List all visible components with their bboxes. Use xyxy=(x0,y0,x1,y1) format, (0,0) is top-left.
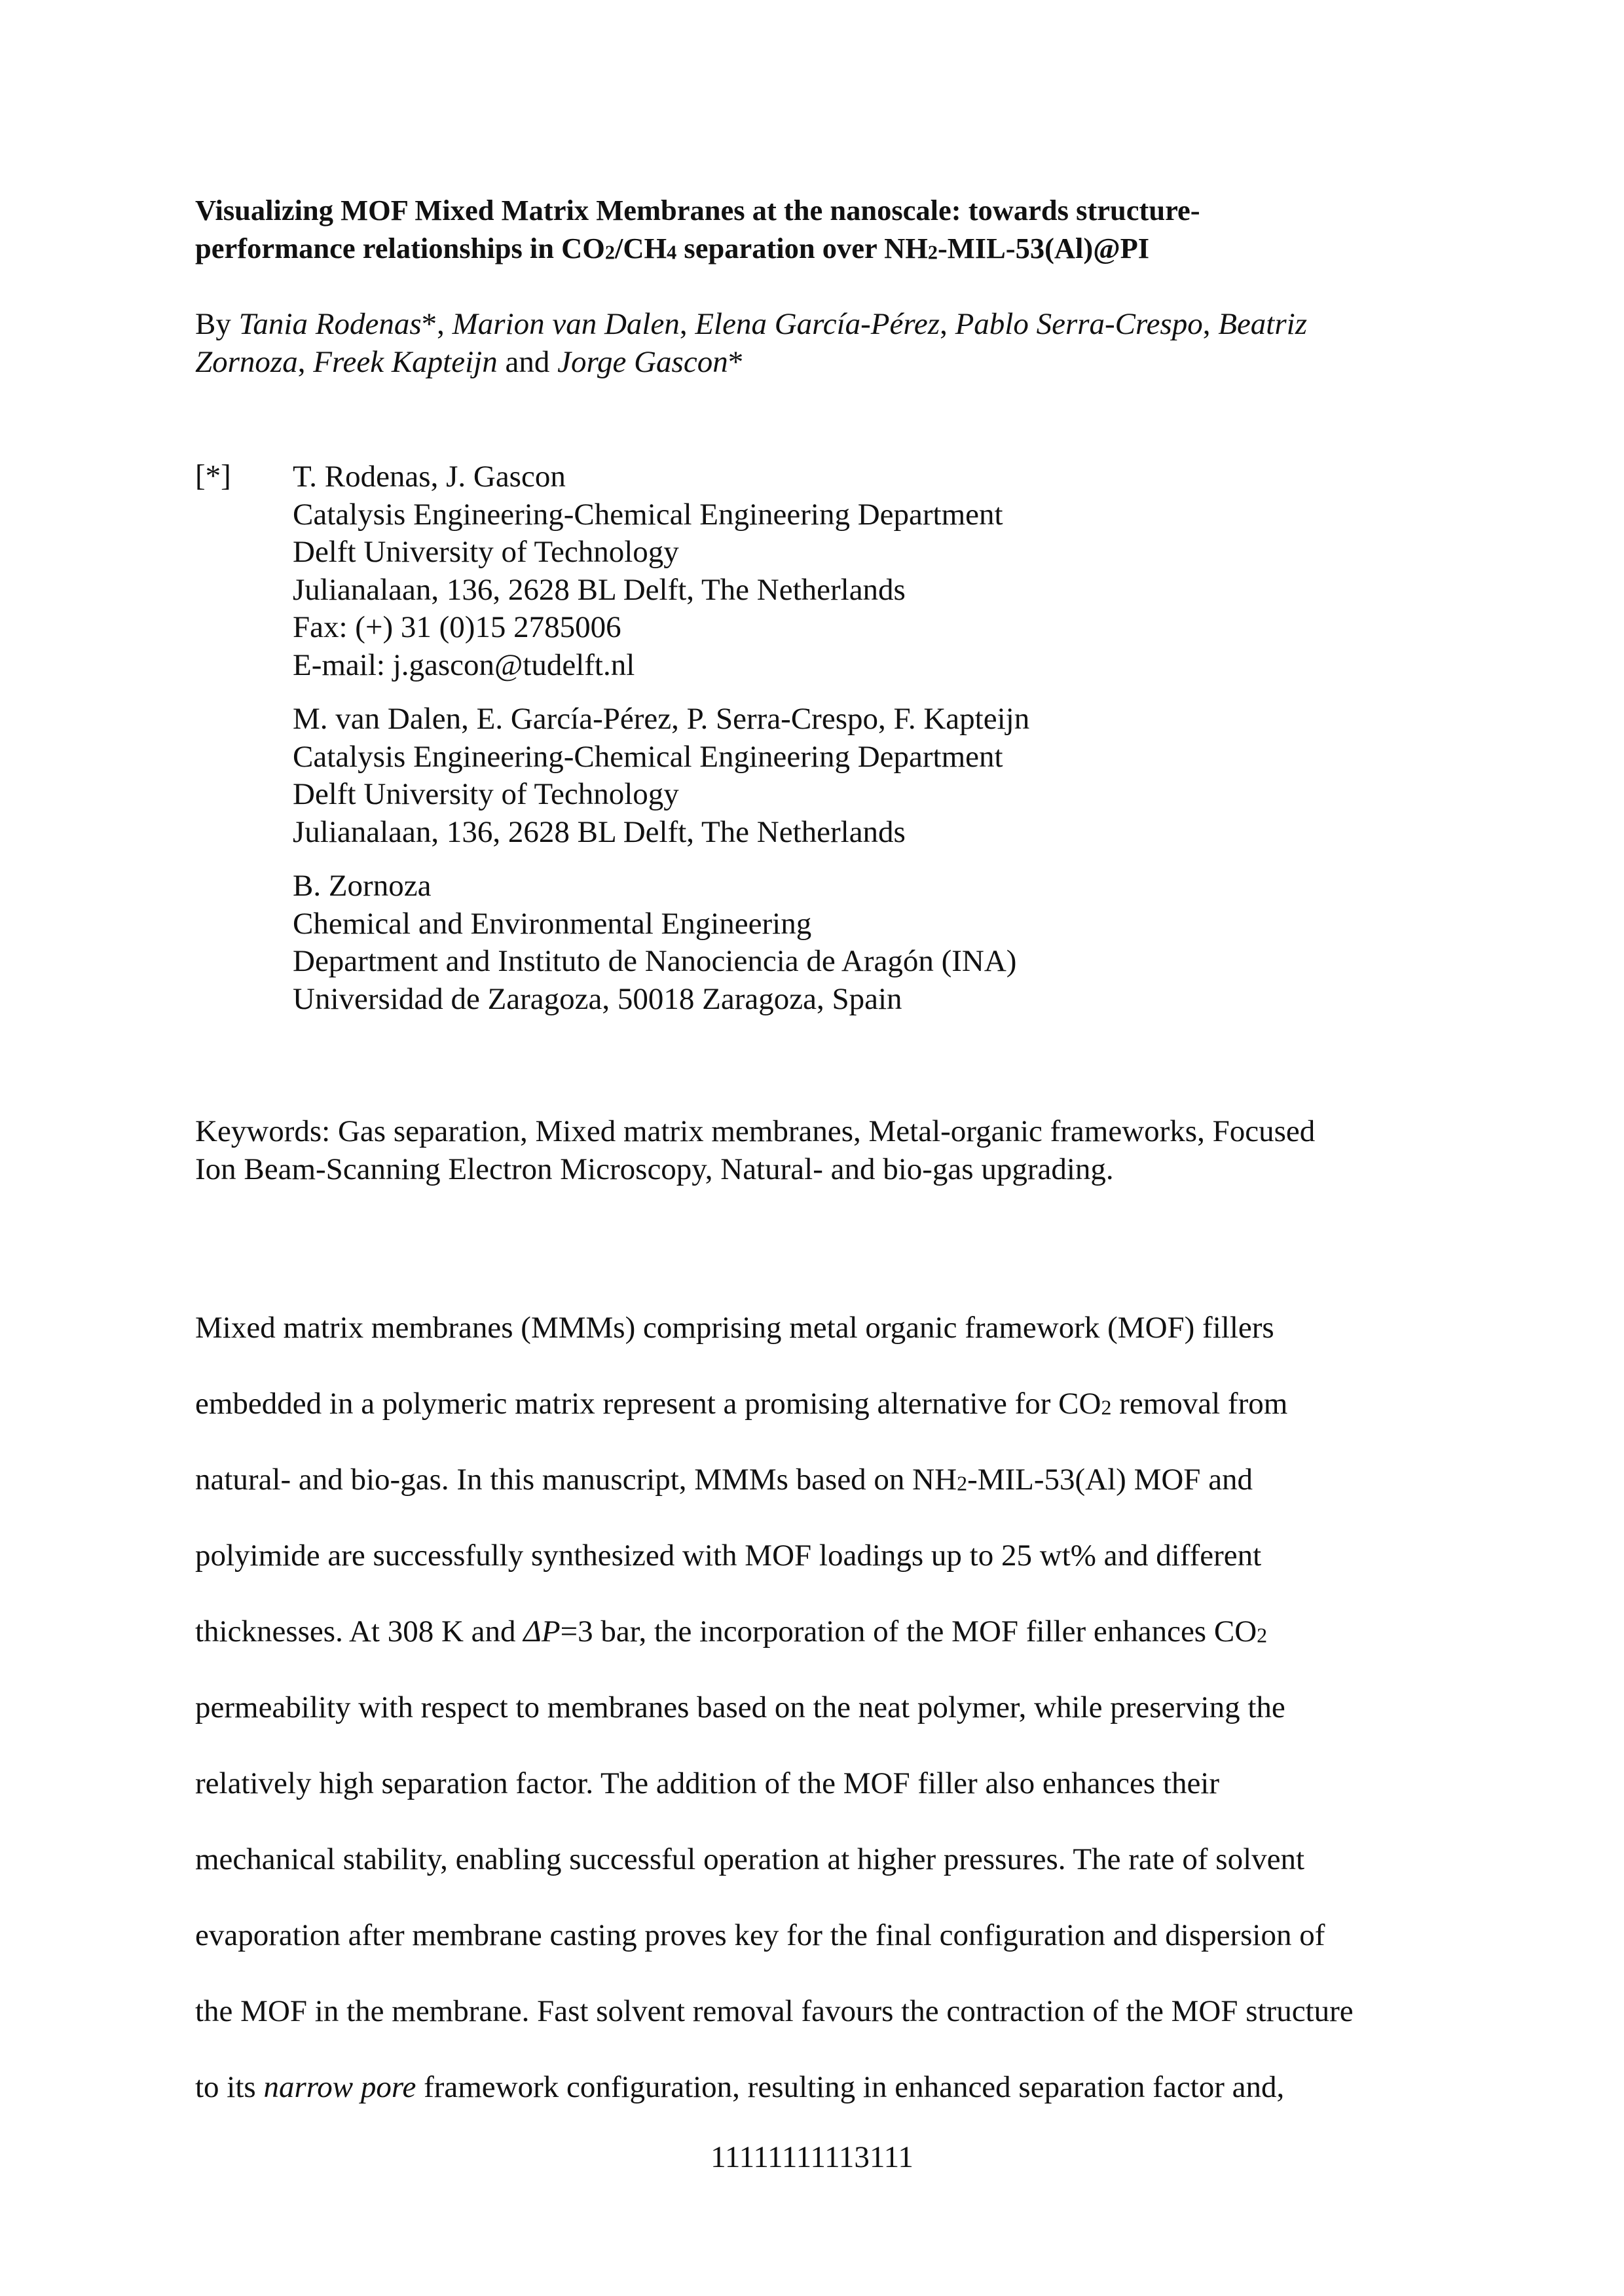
affiliation-block-3 xyxy=(293,867,1016,1018)
paper-title xyxy=(195,191,1439,267)
keywords xyxy=(195,1113,1439,1188)
affiliation-line: B. Zornoza xyxy=(293,869,432,903)
abstract-line: natural- and bio-gas. In this manuscript, MMMs based on $NH_2-MIL-53(Al)$ MOF and xyxy=(195,1463,1253,1497)
author-name: Elena García-Pérez xyxy=(695,307,940,341)
author-name: Pablo Serra-Crespo xyxy=(955,307,1203,341)
affiliation-marker: [*] xyxy=(195,459,231,493)
affiliation-line: M. van Dalen, E. García-Pérez, P. Serra-Crespo, F. Kapteijn xyxy=(293,702,1030,736)
abstract-line: relatively high separation factor. The addition of the MOF filler also enhances their xyxy=(195,1766,1220,1800)
affiliation-line: Catalysis Engineering-Chemical Engineering Department xyxy=(293,497,1003,532)
affiliation-line: Universidad de Zaragoza, 50018 Zaragoza, Spain xyxy=(293,981,902,1016)
abstract-line: mechanical stability, enabling successful operation at higher pressures. The rate of solvent xyxy=(195,1842,1305,1876)
abstract-line: Mixed matrix membranes (MMMs) comprising metal organic framework (MOF) fillers xyxy=(195,1311,1274,1345)
author-name: Jorge Gascon xyxy=(557,345,728,379)
affiliation-line: Department and Instituto de Nanociencia de Aragón (INA) xyxy=(293,944,1017,978)
affiliation-line: Chemical and Environmental Engineering xyxy=(293,906,812,941)
abstract xyxy=(195,1290,1452,2125)
affiliation-fax: Fax: (+) 31 (0)15 2785006 xyxy=(293,610,621,644)
author-name: Marion van Dalen xyxy=(452,307,680,341)
author-line-2: Zornoza, Freek Kapteijn and Jorge Gascon* xyxy=(195,345,744,379)
abstract-line: the MOF in the membrane. Fast solvent removal favours the contraction of the MOF structure xyxy=(195,1994,1354,2028)
author-name: Freek Kapteijn xyxy=(313,345,498,379)
author-name: Beatriz xyxy=(1218,307,1308,341)
keywords-line-2: Ion Beam-Scanning Electron Microscopy, Natural- and bio-gas upgrading. xyxy=(195,1152,1114,1186)
author-name: Zornoza xyxy=(195,345,298,379)
author-list xyxy=(195,305,1439,381)
affiliation-line: Julianalaan, 136, 2628 BL Delft, The Netherlands xyxy=(293,572,906,607)
title-line-2: performance relationships in $CO_2/CH_4$ separation over $NH_2-MIL-53(Al)@PI$ xyxy=(195,232,1150,264)
affiliation-line: T. Rodenas, J. Gascon xyxy=(293,460,566,494)
page-number: 11111111113111 xyxy=(710,2140,913,2174)
author-name: Tania Rodenas xyxy=(238,307,422,341)
abstract-line: embedded in a polymeric matrix represent a promising alternative for $CO_2$ removal from xyxy=(195,1387,1288,1421)
affiliation-line: Julianalaan, 136, 2628 BL Delft, The Netherlands xyxy=(293,814,906,849)
title-line-1: Visualizing MOF Mixed Matrix Membranes at the nanoscale: towards structure- xyxy=(195,194,1200,227)
affiliation-line: Catalysis Engineering-Chemical Engineering Department xyxy=(293,739,1003,774)
abstract-line: to its narrow pore framework configuration, resulting in enhanced separation factor and, xyxy=(195,2070,1285,2104)
affiliation-line: Delft University of Technology xyxy=(293,535,679,569)
abstract-line: permeability with respect to membranes based on the neat polymer, while preserving the xyxy=(195,1690,1285,1724)
keywords-line-1: Keywords: Gas separation, Mixed matrix membranes, Metal-organic frameworks, Focused xyxy=(195,1114,1316,1148)
affiliation-block-1 xyxy=(293,458,1003,684)
affiliation-block-2 xyxy=(293,701,1029,851)
abstract-line: polyimide are successfully synthesized with MOF loadings up to 25 wt% and different xyxy=(195,1539,1262,1573)
affiliation-line: Delft University of Technology xyxy=(293,777,679,811)
abstract-line: thicknesses. At 308 K and ΔP=3 bar, the incorporation of the MOF filler enhances $CO_2$ xyxy=(195,1614,1268,1649)
affiliation-email: E-mail: j.gascon@tudelft.nl xyxy=(293,647,635,682)
author-line-1: By Tania Rodenas*, Marion van Dalen, Elena García-Pérez, Pablo Serra-Crespo, Beatriz xyxy=(195,307,1308,341)
abstract-line: evaporation after membrane casting proves key for the final configuration and dispersion of xyxy=(195,1918,1325,1952)
